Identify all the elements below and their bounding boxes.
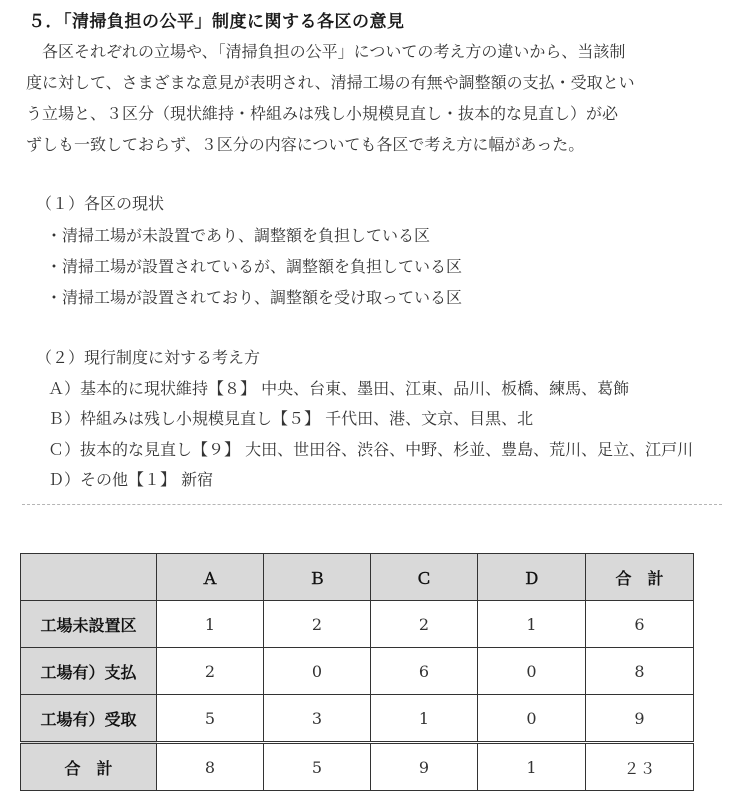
column-header-total: 合 計	[586, 554, 694, 601]
column-header-b: Ｂ	[264, 554, 371, 601]
table-cell: 1	[157, 601, 264, 648]
table-cell: 2	[157, 648, 264, 695]
table-corner-cell	[21, 554, 157, 601]
paragraph-line: 各区それぞれの立場や、「清掃負担の公平」についての考え方の違いから、当該制	[26, 42, 626, 61]
column-header-a: Ａ	[157, 554, 264, 601]
table-cell: 9	[371, 743, 478, 791]
table-total-row	[21, 743, 694, 791]
table-cell: 0	[478, 695, 586, 743]
table-cell: 1	[371, 695, 478, 743]
section2-item-c: Ｃ）抜本的な見直し【９】 大田、世田谷、渋谷、中野、杉並、豊島、荒川、足立、江戸川	[48, 440, 694, 459]
paragraph-line: ずしも一致しておらず、３区分の内容についても各区で考え方に幅があった。	[26, 135, 585, 154]
table-cell: 3	[264, 695, 371, 743]
table-cell: 2	[264, 601, 371, 648]
table-row	[21, 648, 694, 695]
table-cell: 5	[264, 743, 371, 791]
table-cell: 8	[586, 648, 694, 695]
table-cell: 9	[586, 695, 694, 743]
paragraph-line: 度に対して、さまざまな意見が表明され、清掃工場の有無や調整額の支払・受取とい	[26, 73, 635, 92]
section1-title: （１）各区の現状	[36, 194, 165, 213]
section-heading: ５．「清掃負担の公平」制度に関する各区の意見	[28, 12, 405, 32]
table-cell: 8	[157, 743, 264, 791]
row-label: 工場未設置区	[21, 601, 157, 648]
table-cell: 6	[586, 601, 694, 648]
total-row-label: 合 計	[21, 743, 157, 791]
section1-item: ・清掃工場が設置されており、調整額を受け取っている区	[46, 288, 463, 307]
table-cell: 2	[371, 601, 478, 648]
column-header-c: Ｃ	[371, 554, 478, 601]
row-label: 工場有）支払	[21, 648, 157, 695]
paragraph-line: う立場と、３区分（現状維持・枠組みは残し小規模見直し・抜本的な見直し）が必	[26, 104, 619, 123]
summary-table	[20, 553, 694, 791]
table-cell: ２３	[586, 743, 694, 791]
table-cell: 0	[264, 648, 371, 695]
table-cell: 0	[478, 648, 586, 695]
table-row	[21, 695, 694, 743]
section1-item: ・清掃工場が設置されているが、調整額を負担している区	[46, 257, 463, 276]
row-label: 工場有）受取	[21, 695, 157, 743]
section1-item: ・清掃工場が未設置であり、調整額を負担している区	[46, 226, 431, 245]
table-cell: 5	[157, 695, 264, 743]
table-cell: 1	[478, 601, 586, 648]
intro-paragraph	[26, 36, 726, 160]
dashed-divider	[22, 504, 722, 505]
table-cell: 6	[371, 648, 478, 695]
section2-title: （２）現行制度に対する考え方	[36, 348, 261, 367]
section2-item-a: Ａ）基本的に現状維持【８】 中央、台東、墨田、江東、品川、板橋、練馬、葛飾	[48, 379, 630, 398]
column-header-d: Ｄ	[478, 554, 586, 601]
table-cell: 1	[478, 743, 586, 791]
table-header-row	[21, 554, 694, 601]
section2-item-b: Ｂ）枠組みは残し小規模見直し【５】 千代田、港、文京、目黒、北	[48, 409, 534, 428]
section2-item-d: Ｄ）その他【１】 新宿	[48, 470, 214, 489]
table-row	[21, 601, 694, 648]
